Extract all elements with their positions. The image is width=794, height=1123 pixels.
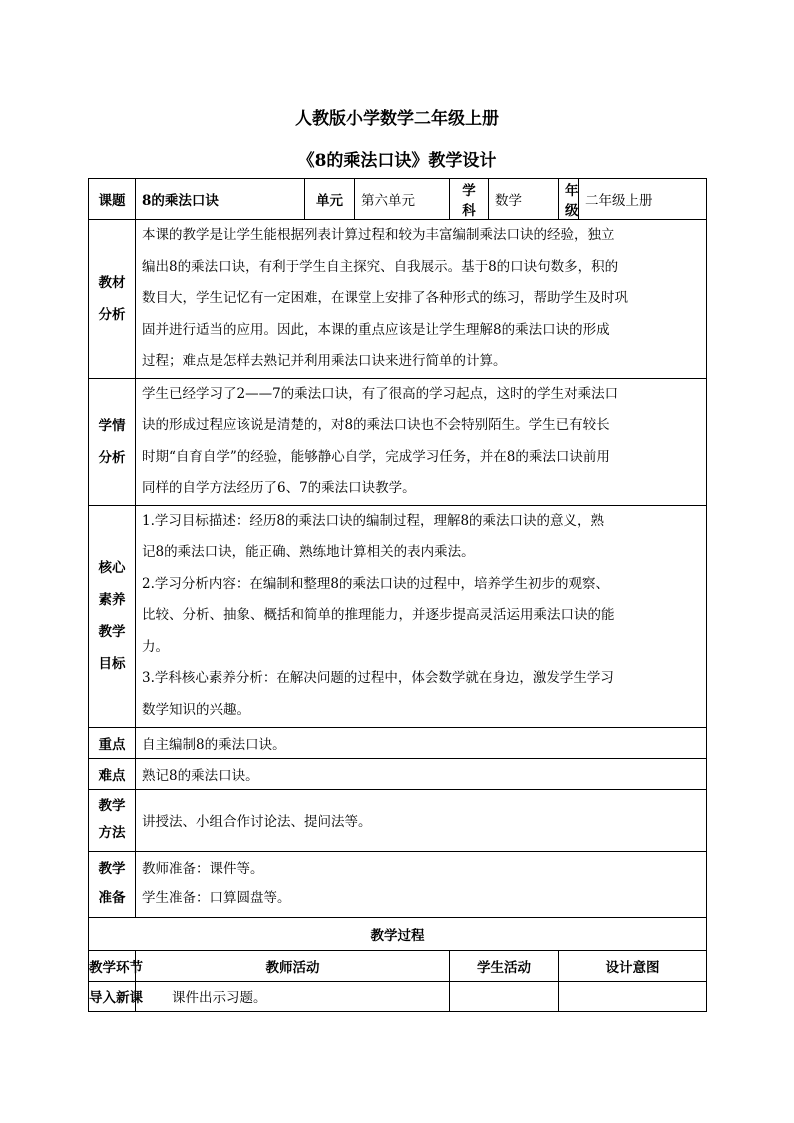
goals-label-3: 教学	[98, 624, 126, 640]
material-line: 本课的教学是让学生能根据列表计算过程和较为丰富编制乘法口诀的经验，独立	[142, 227, 615, 243]
subject-label: 学科	[450, 179, 489, 220]
document-subtitle: 《8的乘法口诀》教学设计	[297, 151, 497, 171]
goals-line: 1.学习目标描述：经历8的乘法口诀的编制过程，理解8的乘法口诀的意义，熟	[142, 512, 605, 529]
learner-text	[136, 378, 707, 505]
material-line: 编出8的乘法口诀，有利于学生自主探究、自我展示。基于8的口诀句数多，积的	[142, 258, 619, 275]
process-stage: 导入新课	[89, 981, 136, 1011]
learner-line: 时期“自育自学”的经验，能够静心自学，完成学习任务，并在8的乘法口诀前用	[142, 448, 610, 465]
goals-line: 力。	[142, 638, 169, 655]
goals-label-1: 核心	[98, 560, 126, 576]
goals-line: 2.学习分析内容：在编制和整理8的乘法口诀的过程中，培养学生初步的观察、	[142, 575, 609, 592]
process-title: 教学过程	[89, 917, 707, 950]
learner-line: 诀的形成过程应该说是清楚的，对8的乘法口诀也不会特别陌生。学生已有较长	[142, 417, 610, 433]
method-label	[89, 789, 136, 851]
material-label	[89, 220, 136, 379]
learner-label-1: 学情	[98, 417, 126, 434]
prep-text	[136, 851, 707, 917]
method-label-1: 教学	[98, 798, 126, 814]
goals-label-4: 目标	[98, 656, 126, 672]
process-header-row	[89, 950, 707, 981]
goals-row	[89, 505, 707, 727]
prep-label	[89, 851, 136, 917]
process-teacher: 课件出示习题。	[172, 990, 267, 1006]
goals-text	[136, 505, 707, 727]
method-value: 讲授法、小组合作讨论法、提问法等。	[136, 789, 707, 851]
table-row	[89, 981, 707, 1011]
difficulty-value: 熟记8的乘法口诀。	[136, 758, 707, 789]
process-teacher-cell	[136, 981, 450, 1011]
material-row	[89, 220, 707, 379]
lesson-plan-table	[88, 178, 707, 1012]
material-line: 过程；难点是怎样去熟记并利用乘法口诀来进行简单的计算。	[142, 353, 507, 369]
process-student	[450, 981, 559, 1011]
topic-value: 8的乘法口诀	[136, 179, 305, 220]
learner-row	[89, 378, 707, 505]
difficulty-row	[89, 758, 707, 789]
process-intent	[559, 981, 707, 1011]
unit-label: 单元	[305, 179, 355, 220]
prep-teacher: 教师准备：课件等。	[142, 861, 264, 877]
process-header-intent: 设计意图	[559, 950, 707, 981]
learner-label-2: 分析	[98, 449, 126, 466]
learner-label	[89, 378, 136, 505]
material-text	[136, 220, 707, 379]
key-point-label: 重点	[89, 727, 136, 758]
document-title: 人教版小学数学二年级上册	[295, 109, 499, 129]
material-line: 固并进行适当的应用。因此，本课的重点应该是让学生理解8的乘法口诀的形成	[142, 321, 610, 338]
goals-line: 3.学科核心素养分析：在解决问题的过程中，体会数学就在身边，激发学生学习	[142, 670, 614, 687]
goals-label	[89, 505, 136, 727]
grade-label: 年级	[559, 179, 579, 220]
unit-value: 第六单元	[355, 179, 450, 220]
process-title-row	[89, 917, 707, 950]
info-row	[89, 179, 707, 220]
key-point-row	[89, 727, 707, 758]
goals-line: 记8的乘法口诀，能正确、熟练地计算相关的表内乘法。	[142, 544, 475, 561]
material-line: 数目大，学生记忆有一定困难，在课堂上安排了各种形式的练习，帮助学生及时巩	[142, 290, 628, 306]
prep-student: 学生准备：口算圆盘等。	[142, 890, 291, 906]
goals-line: 数学知识的兴趣。	[142, 701, 250, 718]
method-label-2: 方法	[98, 825, 126, 841]
learner-line: 学生已经学习了2——7的乘法口诀，有了很高的学习起点，这时的学生对乘法口	[142, 385, 619, 402]
process-header-student: 学生活动	[450, 950, 559, 981]
goals-label-2: 素养	[98, 592, 126, 608]
prep-row	[89, 851, 707, 917]
method-row	[89, 789, 707, 851]
process-header-teacher: 教师活动	[136, 950, 450, 981]
difficulty-label: 难点	[89, 758, 136, 789]
material-label-2: 分析	[98, 306, 126, 323]
topic-label: 课题	[89, 179, 136, 220]
learner-line: 同样的自学方法经历了6、7的乘法口诀教学。	[142, 480, 416, 496]
material-label-1: 教材	[98, 274, 126, 291]
prep-label-1: 教学	[98, 861, 126, 877]
process-header-stage: 教学环节	[89, 950, 136, 981]
subject-value: 数学	[489, 179, 559, 220]
key-point-value: 自主编制8的乘法口诀。	[136, 727, 707, 758]
grade-value: 二年级上册	[579, 179, 707, 220]
goals-line: 比较、分析、抽象、概括和简单的推理能力，并逐步提高灵活运用乘法口诀的能	[142, 607, 615, 624]
prep-label-2: 准备	[98, 890, 126, 906]
